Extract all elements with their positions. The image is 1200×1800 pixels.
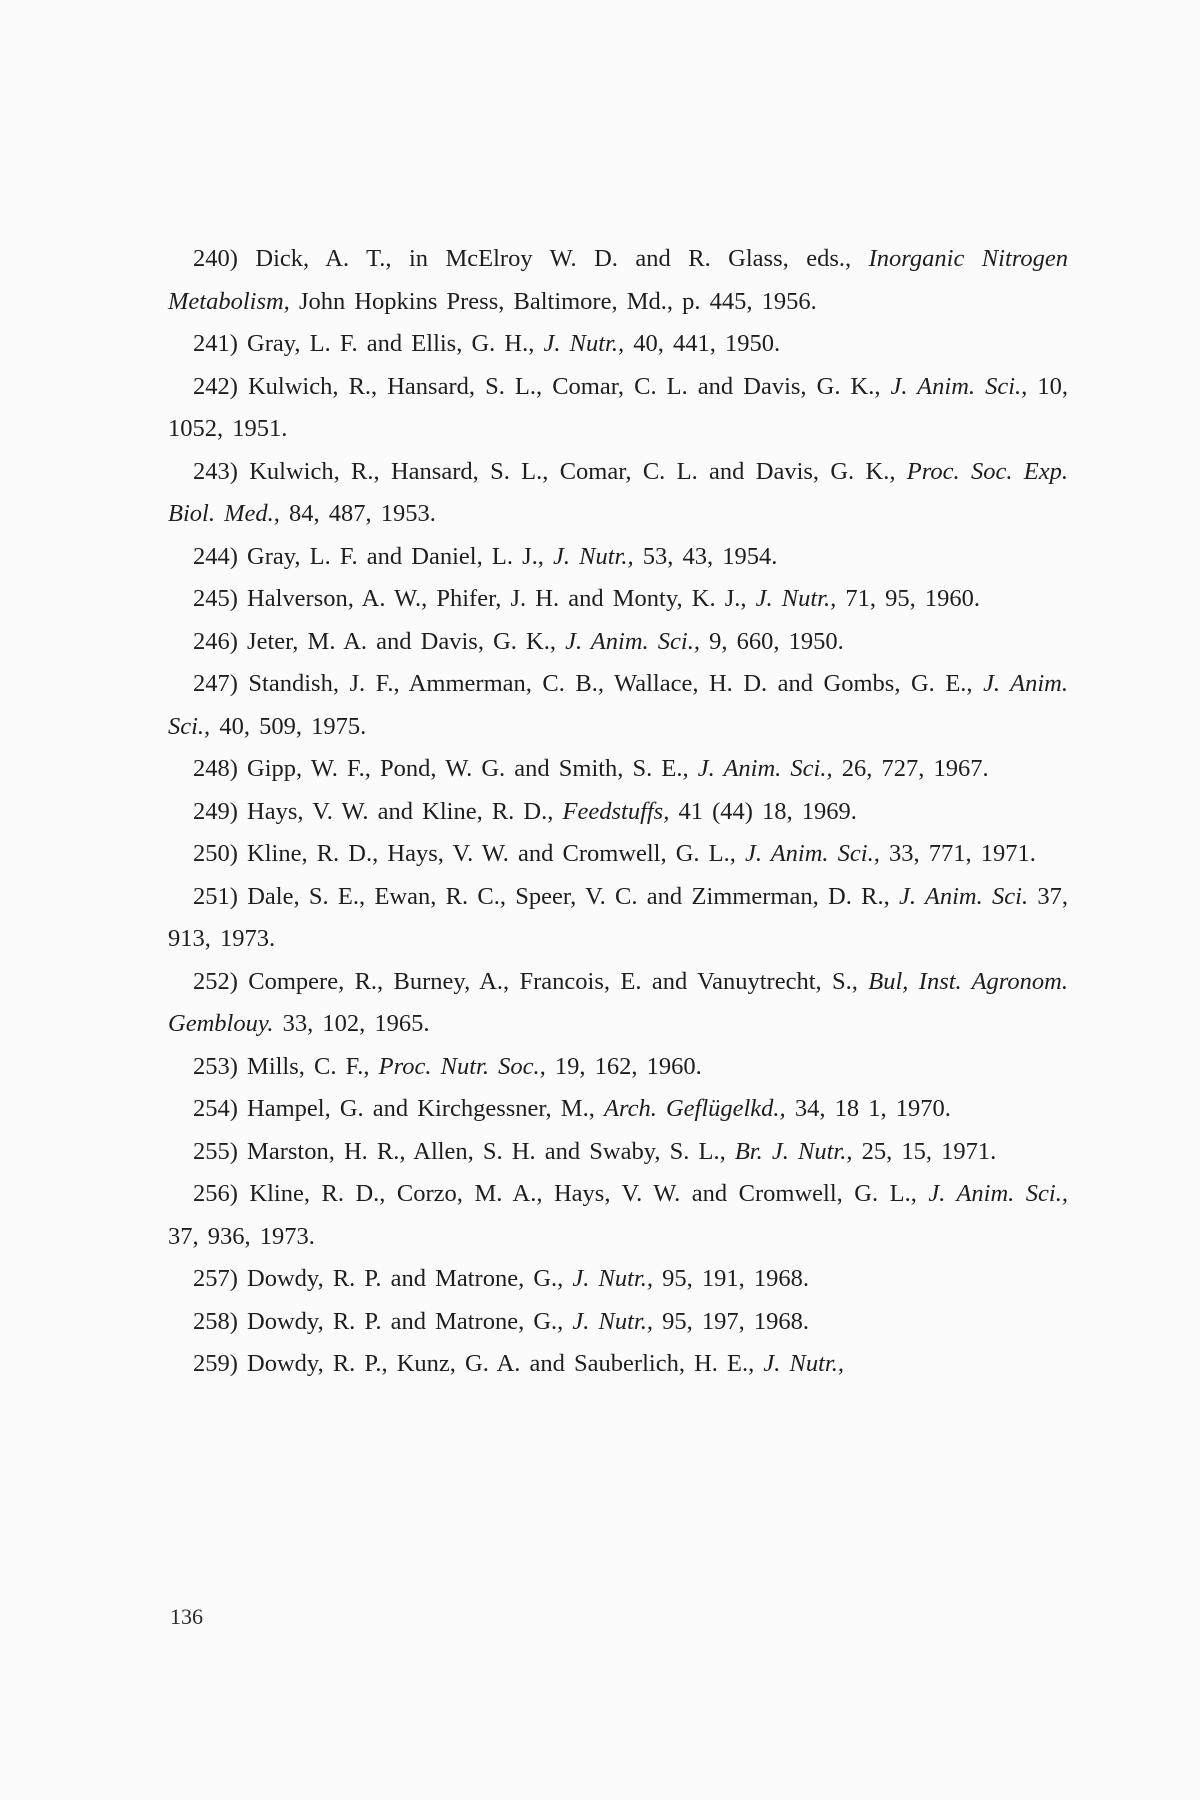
reference-text: 255) Marston, H. R., Allen, S. H. and Swaby, S. L., bbox=[193, 1137, 735, 1165]
reference-source-title: J. Nutr., bbox=[755, 585, 837, 612]
reference-text: 250) Kline, R. D., Hays, V. W. and Cromwell, G. L., bbox=[193, 840, 746, 867]
reference-text: 40, 441, 1950. bbox=[624, 330, 781, 357]
reference-text: 84, 487, 1953. bbox=[279, 500, 436, 527]
reference-text: 258) Dowdy, R. P. and Matrone, G., bbox=[193, 1307, 573, 1335]
reference-text: 245) Halverson, A. W., Phifer, J. H. and Monty, K. J., bbox=[193, 585, 756, 612]
reference-text: 10, 1052, 1951. bbox=[168, 372, 1068, 442]
reference-text: 246) Jeter, M. A. and Davis, G. K., bbox=[193, 627, 566, 655]
reference-source-title: J. Nutr., bbox=[572, 1307, 653, 1335]
reference-text: 53, 43, 1954. bbox=[633, 542, 778, 570]
reference-text: John Hopkins Press, Baltimore, Md., p. 445, 1956. bbox=[289, 287, 817, 315]
reference-entry bbox=[168, 748, 1068, 791]
reference-text: 71, 95, 1960. bbox=[836, 585, 980, 612]
reference-source-title: J. Anim. Sci., bbox=[745, 840, 880, 867]
reference-entry bbox=[168, 578, 1068, 621]
reference-text: 254) Hampel, G. and Kirchgessner, M., bbox=[193, 1095, 604, 1122]
reference-entry bbox=[168, 1131, 1068, 1174]
reference-entry bbox=[168, 323, 1068, 366]
reference-source-title: Proc. Soc. Exp. Biol. Med., bbox=[168, 457, 1068, 527]
reference-source-title: Proc. Nutr. Soc., bbox=[378, 1052, 546, 1080]
reference-text: 243) Kulwich, R., Hansard, S. L., Comar, C. L. and Davis, G. K., bbox=[193, 457, 907, 485]
reference-text: 33, 771, 1971. bbox=[879, 840, 1036, 867]
reference-source-title: J. Anim. Sci., bbox=[697, 755, 833, 782]
reference-source-title: J. Anim. Sci., bbox=[928, 1180, 1068, 1207]
reference-text: 244) Gray, L. F. and Daniel, L. J., bbox=[193, 542, 553, 570]
reference-source-title: J. Anim. Sci. bbox=[899, 882, 1029, 910]
reference-entry bbox=[168, 238, 1068, 323]
reference-text: 34, 18 1, 1970. bbox=[785, 1095, 951, 1122]
reference-text: 25, 15, 1971. bbox=[852, 1137, 997, 1165]
reference-entry bbox=[168, 536, 1068, 579]
reference-source-title: Br. J. Nutr., bbox=[734, 1137, 853, 1165]
reference-source-title: Inorganic Nitrogen Metabolism, bbox=[168, 245, 1069, 315]
reference-text: 40, 509, 1975. bbox=[210, 712, 367, 740]
reference-text: 37, 936, 1973. bbox=[168, 1222, 315, 1250]
reference-text: 257) Dowdy, R. P. and Matrone, G., bbox=[193, 1265, 573, 1292]
reference-text: 95, 197, 1968. bbox=[653, 1307, 809, 1335]
reference-source-title: J. Nutr., bbox=[572, 1265, 653, 1292]
reference-entry bbox=[168, 366, 1068, 451]
reference-text: 248) Gipp, W. F., Pond, W. G. and Smith, S. E., bbox=[193, 755, 698, 782]
reference-entry bbox=[168, 961, 1068, 1046]
reference-source-title: J. Anim. Sci., bbox=[168, 670, 1068, 740]
page-number: 136 bbox=[170, 1604, 203, 1629]
reference-text: 247) Standish, J. F., Ammerman, C. B., Wallace, H. D. and Gombs, G. E., bbox=[193, 670, 984, 697]
reference-text: 256) Kline, R. D., Corzo, M. A., Hays, V. W. and Cromwell, G. L., bbox=[193, 1180, 929, 1207]
reference-source-title: J. Nutr., bbox=[763, 1350, 844, 1377]
reference-text: 37, 913, 1973. bbox=[168, 882, 1069, 952]
reference-source-title: J. Anim. Sci., bbox=[890, 372, 1028, 400]
reference-source-title: Bul, Inst. Agronom. Gemblouy. bbox=[168, 967, 1068, 1037]
reference-entry bbox=[168, 791, 1068, 834]
reference-source-title: J. Anim. Sci., bbox=[565, 627, 700, 655]
reference-text: 252) Compere, R., Burney, A., Francois, E. and Vanuytrecht, S., bbox=[193, 967, 869, 995]
reference-text: 41 (44) 18, 1969. bbox=[669, 797, 857, 825]
reference-text: 251) Dale, S. E., Ewan, R. C., Speer, V. C. and Zimmerman, D. R., bbox=[193, 882, 900, 910]
reference-entry bbox=[168, 876, 1068, 961]
reference-text: 9, 660, 1950. bbox=[699, 627, 844, 655]
reference-text: 33, 102, 1965. bbox=[273, 1010, 430, 1037]
reference-list bbox=[168, 238, 1068, 1386]
reference-entry bbox=[168, 1343, 1068, 1386]
reference-text: 95, 191, 1968. bbox=[653, 1265, 809, 1292]
reference-text: 249) Hays, V. W. and Kline, R. D., bbox=[193, 797, 563, 825]
reference-entry bbox=[168, 1301, 1068, 1344]
reference-entry bbox=[168, 833, 1068, 876]
reference-source-title: Feedstuffs, bbox=[562, 797, 670, 825]
reference-text: 19, 162, 1960. bbox=[545, 1052, 702, 1080]
reference-text: 259) Dowdy, R. P., Kunz, G. A. and Sauberlich, H. E., bbox=[193, 1350, 764, 1377]
reference-entry bbox=[168, 1088, 1068, 1131]
reference-entry bbox=[168, 663, 1068, 748]
reference-source-title: Arch. Geflügelkd., bbox=[603, 1095, 786, 1122]
reference-text: 253) Mills, C. F., bbox=[193, 1052, 379, 1080]
reference-source-title: J. Nutr., bbox=[552, 542, 634, 570]
reference-text: 240) Dick, A. T., in McElroy W. D. and R. Glass, eds., bbox=[193, 245, 869, 272]
reference-text: 26, 727, 1967. bbox=[832, 755, 989, 782]
reference-entry bbox=[168, 1258, 1068, 1301]
reference-entry bbox=[168, 1173, 1068, 1258]
reference-text: 241) Gray, L. F. and Ellis, G. H., bbox=[193, 330, 544, 357]
reference-source-title: J. Nutr., bbox=[543, 330, 625, 357]
reference-text: 242) Kulwich, R., Hansard, S. L., Comar, C. L. and Davis, G. K., bbox=[193, 372, 891, 400]
reference-entry bbox=[168, 451, 1068, 536]
reference-entry bbox=[168, 621, 1068, 664]
reference-entry bbox=[168, 1046, 1068, 1089]
